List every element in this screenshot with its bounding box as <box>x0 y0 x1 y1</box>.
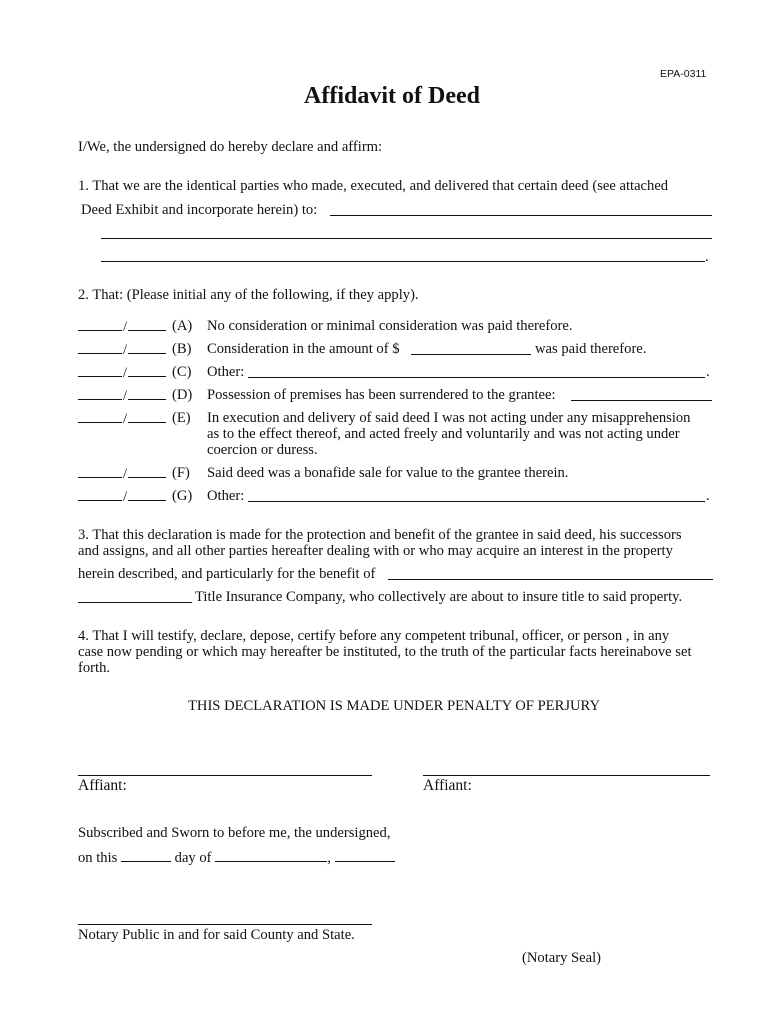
on-this-line <box>78 849 395 866</box>
initial-blank-f[interactable]: / <box>78 465 166 482</box>
option-g-text: Other: <box>207 488 245 504</box>
option-b-text-after: was paid therefore. <box>535 341 647 357</box>
affiant-label-right: Affiant: <box>423 777 472 794</box>
item1-blank-2[interactable] <box>101 238 712 239</box>
page-title: Affidavit of Deed <box>304 83 480 109</box>
option-c-other-blank[interactable] <box>248 377 705 378</box>
affiant-signature-line-right[interactable] <box>423 775 710 776</box>
option-c-text: Other: <box>207 364 245 380</box>
item3-line4: Title Insurance Company, who collectively are about to insure title to said property. <box>195 589 683 605</box>
notary-seal-label: (Notary Seal) <box>522 950 602 966</box>
day-blank[interactable] <box>121 849 171 862</box>
option-d-letter: (D) <box>172 387 193 403</box>
option-b-text-before: Consideration in the amount of $ <box>207 341 400 357</box>
affiant-signature-line-left[interactable] <box>78 775 372 776</box>
option-a-letter: (A) <box>172 318 193 334</box>
item1-blank-3[interactable] <box>101 261 705 262</box>
initial-blank-d[interactable]: / <box>78 387 166 404</box>
consideration-amount-blank[interactable] <box>411 354 531 355</box>
option-e-line3: coercion or duress. <box>207 442 318 458</box>
item2-heading: 2. That: (Please initial any of the following, if they apply). <box>78 287 419 303</box>
notary-public-label: Notary Public in and for said County and State. <box>78 927 355 943</box>
option-f-letter: (F) <box>172 465 190 481</box>
year-blank[interactable] <box>335 849 395 862</box>
initial-blank-g[interactable]: / <box>78 488 166 505</box>
option-c-end-period: . <box>706 364 710 380</box>
perjury-statement: THIS DECLARATION IS MADE UNDER PENALTY OF PERJURY <box>187 698 601 714</box>
option-a-text: No consideration or minimal consideration was paid therefore. <box>207 318 573 334</box>
item1-blank-1[interactable] <box>330 215 712 216</box>
option-e-letter: (E) <box>172 410 191 426</box>
form-id: EPA-0311 <box>660 68 707 80</box>
option-g-end-period: . <box>706 488 710 504</box>
item3-line3: herein described, and particularly for the benefit of <box>78 566 376 582</box>
day-of-label: day of <box>174 850 212 866</box>
option-d-blank[interactable] <box>571 400 712 401</box>
option-d-text: Possession of premises has been surrendered to the grantee: <box>207 387 556 403</box>
initial-blank-e[interactable]: / <box>78 410 166 427</box>
notary-signature-line[interactable] <box>78 924 372 925</box>
option-e-line1: In execution and delivery of said deed I was not acting under any misapprehension <box>207 410 691 426</box>
option-g-letter: (G) <box>172 488 193 504</box>
option-c-letter: (C) <box>172 364 192 380</box>
date-comma: , <box>327 850 331 866</box>
option-e-line2: as to the effect thereof, and acted freely and voluntarily and was not acting under <box>207 426 680 442</box>
beneficiary-blank[interactable] <box>388 579 713 580</box>
initial-blank-a[interactable]: / <box>78 318 166 335</box>
item1-line2: Deed Exhibit and incorporate herein) to: <box>81 202 318 218</box>
item4-line1: 4. That I will testify, declare, depose, certify before any competent tribunal, officer, or person , in any <box>78 628 670 644</box>
affiant-label-left: Affiant: <box>78 777 127 794</box>
item1-end-period: . <box>705 249 709 265</box>
initial-blank-c[interactable]: / <box>78 364 166 381</box>
item4-line3: forth. <box>78 660 111 676</box>
title-company-blank[interactable] <box>78 602 192 603</box>
initial-blank-b[interactable]: / <box>78 341 166 358</box>
option-g-other-blank[interactable] <box>248 501 705 502</box>
item3-line1: 3. That this declaration is made for the protection and benefit of the grantee in said deed, his successors <box>78 527 682 543</box>
subscribed-text: Subscribed and Sworn to before me, the undersigned, <box>78 825 391 841</box>
item3-line2: and assigns, and all other parties hereafter dealing with or who may acquire an interest in the property <box>78 543 673 559</box>
month-blank[interactable] <box>215 849 327 862</box>
option-b-letter: (B) <box>172 341 192 357</box>
option-f-text: Said deed was a bonafide sale for value to the grantee therein. <box>207 465 569 481</box>
on-this-label: on this <box>78 850 118 866</box>
item4-line2: case now pending or which may hereafter be instituted, to the truth of the particular facts hereinabove set <box>78 644 692 660</box>
intro-text: I/We, the undersigned do hereby declare and affirm: <box>78 139 383 155</box>
item1-line1: 1. That we are the identical parties who made, executed, and delivered that certain deed (see attached <box>78 178 669 194</box>
